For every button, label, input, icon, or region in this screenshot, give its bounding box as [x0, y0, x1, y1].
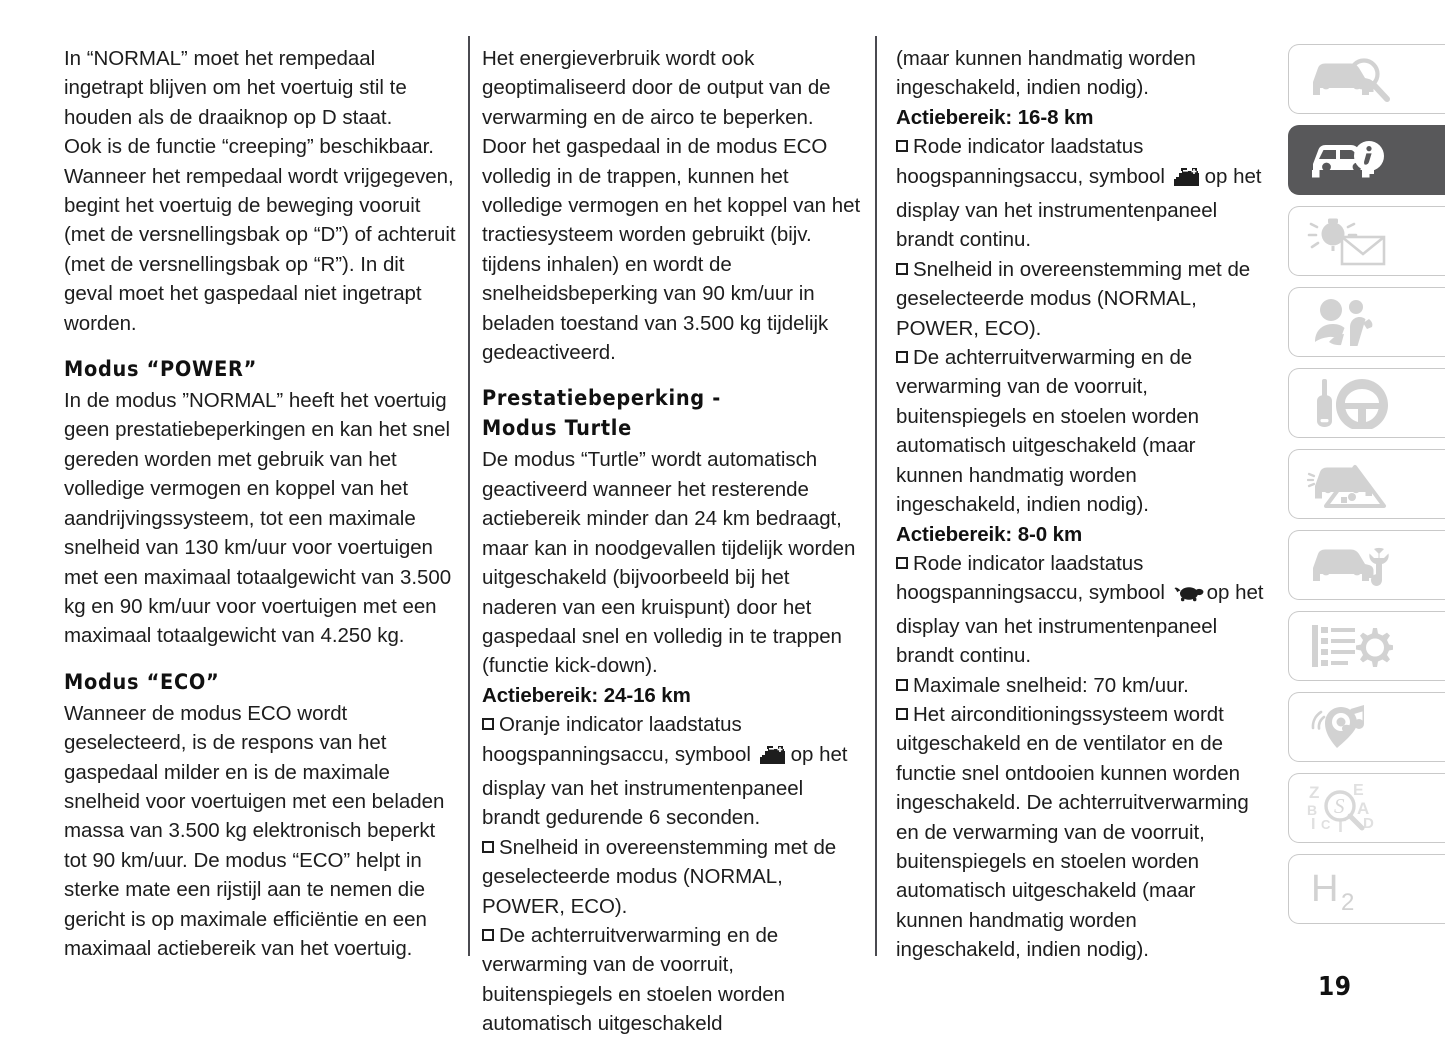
bullet-item	[896, 700, 1266, 965]
bullet-text: De achterruitverwarming en de verwarming van de voorruit, buitenspiegels en stoelen worden automatisch uitgeschakeld (maar kunnen handmatig worden ingeschakeld, indien nodig).	[896, 346, 1199, 517]
svg-text:T: T	[1335, 816, 1346, 834]
paragraph: In de modus ”NORMAL” heeft het voertuig geen prestatiebeperkingen en kan het snel gereden worden met gebruik van het volledige vermogen en koppel van het aandrijvingssysteem, tot een maximale snelheid van 130 km/uur voor voertuigen met een maximaal totaalgewicht van 3.500 kg en 90 km/uur voor voertuigen met een maximaal totaalgewicht van 4.250 kg.	[64, 389, 452, 648]
text-column-3	[896, 44, 1266, 965]
tab-alphabetical-index[interactable]	[1288, 773, 1445, 843]
svg-text:B: B	[1307, 802, 1318, 818]
tab-lights-and-messages[interactable]	[1288, 206, 1445, 276]
heading-prestatiebeperking-line1: Prestatiebeperking -	[482, 386, 721, 412]
tab-multimedia[interactable]	[1288, 692, 1445, 762]
text-column-2	[482, 44, 864, 1039]
airbag-seatbelt-icon	[1307, 296, 1393, 348]
square-bullet-icon	[482, 841, 494, 853]
bullet-item	[482, 710, 864, 833]
tab-technical-specifications[interactable]	[1288, 611, 1445, 681]
bullet-item	[896, 255, 1266, 343]
paragraph: (maar kunnen handmatig worden ingeschakeld, indien nodig).	[896, 47, 1196, 100]
battery-icon	[1174, 166, 1202, 196]
svg-text:D: D	[1363, 815, 1374, 832]
bullet-text: Rode indicator laadstatus hoogspanningsaccu, symbool	[896, 551, 1165, 605]
list-gear-icon	[1307, 620, 1393, 672]
tab-maintenance-and-care[interactable]	[1288, 530, 1445, 600]
svg-text:E: E	[1353, 782, 1364, 799]
svg-text:S: S	[1334, 794, 1345, 818]
subheading-actiebereik-24-16: Actiebereik: 24-16 km	[482, 683, 691, 707]
turtle-icon	[1174, 582, 1204, 611]
h2-subscript: 2	[1341, 889, 1355, 915]
tab-safety[interactable]	[1288, 287, 1445, 357]
section-tab-rail	[1288, 44, 1445, 935]
tab-emergency[interactable]	[1288, 449, 1445, 519]
tab-starting-and-driving[interactable]	[1288, 368, 1445, 438]
paragraph: Wanneer de modus ECO wordt geselecteerd, is de respons van het gaspedaal milder en is de maximale snelheid voor voertuigen met een beladen massa van 3.500 kg elektronisch beperkt tot 90 km/uur. De modus “ECO” helpt in sterke mate een rijstijl aan te nemen die gericht is op maximale efficiëntie en een maximaal actiebereik van het voertuig.	[64, 701, 445, 960]
bullet-item	[896, 549, 1266, 671]
subheading-actiebereik-16-8: Actiebereik: 16-8 km	[896, 105, 1094, 129]
column-divider-1	[468, 36, 470, 956]
tab-hydrogen[interactable]	[1288, 854, 1445, 924]
text-column-1	[64, 44, 456, 963]
battery-icon	[760, 744, 788, 774]
subheading-actiebereik-8-0: Actiebereik: 8-0 km	[896, 522, 1083, 546]
square-bullet-icon	[896, 140, 908, 152]
key-steering-wheel-icon	[1307, 377, 1393, 429]
h2-letter: H	[1311, 868, 1339, 910]
heading-modus-eco: Modus “ECO”	[64, 669, 220, 695]
square-bullet-icon	[482, 929, 494, 941]
svg-text:A: A	[1357, 799, 1370, 818]
bullet-text: De achterruitverwarming en de verwarming van de voorruit, buitenspiegels en stoelen worden automatisch uitgeschakeld	[482, 923, 785, 1036]
bullet-item	[896, 343, 1266, 519]
bullet-text: Het airconditioningssysteem wordt uitgeschakeld en de ventilator en de functie snel ontdooien kunnen worden ingeschakeld. De achterruitverwarming en de verwarming van de voorruit, buitenspiegels en stoelen worden automatisch uitgeschakeld (maar kunnen handmatig worden ingeschakeld, indien nodig).	[896, 702, 1249, 962]
car-wrench-icon	[1307, 540, 1393, 590]
svg-text:C: C	[1321, 817, 1331, 832]
bullet-text: op het display van het instrumentenpaneel brandt gedurende 6 seconden.	[482, 742, 848, 830]
svg-text:Z: Z	[1309, 783, 1320, 802]
bullet-item	[896, 132, 1266, 255]
bullet-text: op het display van het instrumentenpaneel brandt continu.	[896, 164, 1262, 252]
lamp-envelope-icon	[1307, 215, 1393, 267]
bullet-item	[896, 671, 1266, 700]
bullet-item	[482, 833, 864, 921]
tab-vehicle-overview[interactable]	[1288, 44, 1445, 114]
bullet-text: op het display van het instrumentenpaneel brandt continu.	[896, 581, 1264, 668]
square-bullet-icon	[482, 718, 494, 730]
paragraph: In “NORMAL” moet het rempedaal ingetrapt blijven om het voertuig stil te houden als de draaiknop op D staat.	[64, 47, 407, 129]
heading-prestatiebeperking-line2: Modus Turtle	[482, 416, 632, 442]
square-bullet-icon	[896, 708, 908, 720]
paragraph: Ook is de functie “creeping” beschikbaar. Wanneer het rempedaal wordt vrijgegeven, begint het voertuig de beweging vooruit (met de versnellingsbak op “D”) of achteruit (met de versnellingsbak op “R”). In dit geval moet het gaspedaal niet ingetrapt worden.	[64, 135, 456, 335]
square-bullet-icon	[896, 557, 908, 569]
page-number: 19	[1318, 972, 1352, 1002]
tab-vehicle-information[interactable]	[1288, 125, 1445, 195]
bullet-text: Oranje indicator laadstatus hoogspanningsaccu, symbool	[482, 713, 751, 766]
paragraph: De modus “Turtle” wordt automatisch geactiveerd wanneer het resterende actiebereik minder dan 24 km bedraagt, maar kan in noodgevallen tijdelijk worden uitgeschakeld (bijvoorbeeld bij het naderen van een kruispunt) door het gaspedaal snel en volledig in te trappen (functie kick-down).	[482, 448, 856, 678]
bullet-item	[482, 921, 864, 1039]
bullet-text: Snelheid in overeenstemming met de geselecteerde modus (NORMAL, POWER, ECO).	[896, 257, 1251, 340]
alphabetical-index-icon	[1307, 782, 1397, 834]
h2-icon	[1307, 863, 1393, 915]
square-bullet-icon	[896, 679, 908, 691]
square-bullet-icon	[896, 263, 908, 275]
car-warning-triangle-icon	[1307, 459, 1393, 509]
heading-modus-power: Modus “POWER”	[64, 357, 258, 383]
bullet-text: Snelheid in overeenstemming met de geselecteerde modus (NORMAL, POWER, ECO).	[482, 835, 837, 918]
bullet-text: Rode indicator laadstatus hoogspanningsaccu, symbool	[896, 135, 1165, 188]
bullet-text: Maximale snelheid: 70 km/uur.	[913, 673, 1189, 697]
paragraph: Door het gaspedaal in de modus ECO volledig in de trappen, kunnen het volledige vermogen en het koppel van het tractiesysteem worden gebruikt (bijv. tijdens inhalen) en wordt de snelheidsbeperking van 90 km/uur in beladen toestand van 3.500 kg tijdelijk gedeactiveerd.	[482, 135, 861, 365]
car-magnifier-icon	[1307, 54, 1393, 104]
music-note-icon	[1307, 701, 1393, 753]
column-divider-2	[875, 36, 877, 956]
square-bullet-icon	[896, 351, 908, 363]
paragraph: Het energieverbruik wordt ook geoptimaliseerd door de output van de verwarming en de airco te beperken.	[482, 47, 831, 129]
svg-text:I: I	[1311, 816, 1316, 833]
car-info-icon	[1307, 135, 1393, 185]
